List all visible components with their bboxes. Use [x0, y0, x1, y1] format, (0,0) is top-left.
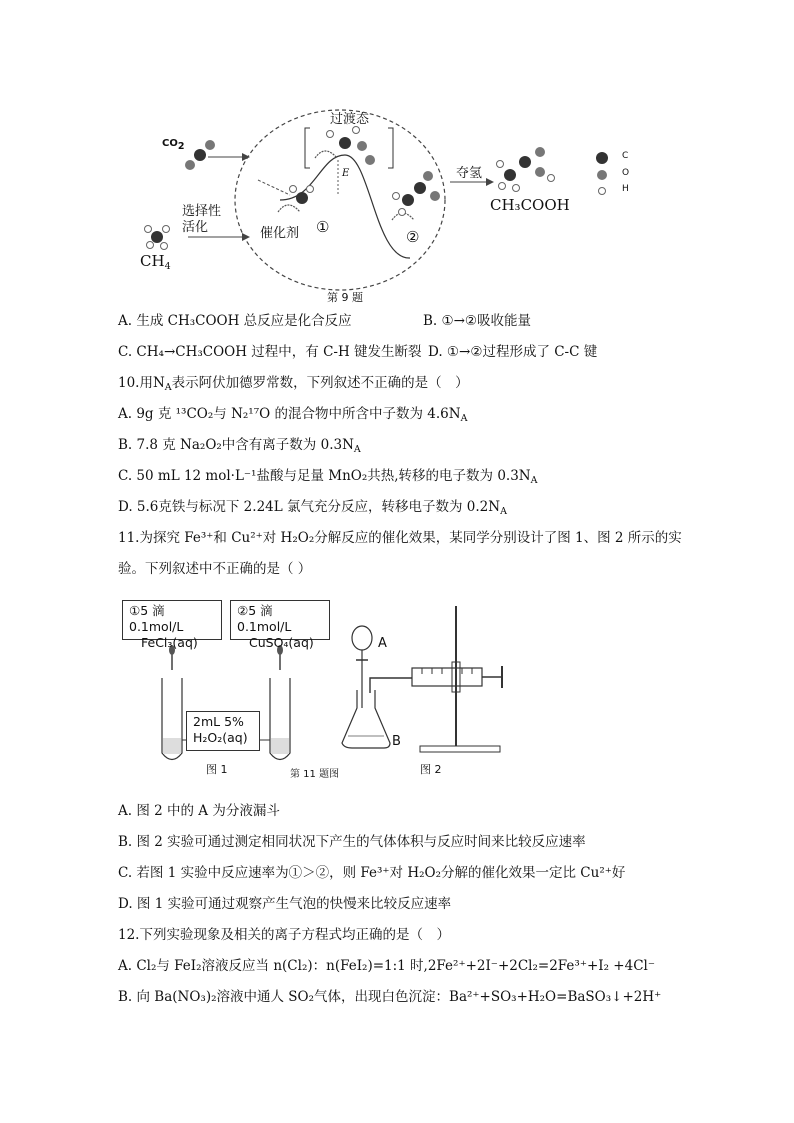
- label-flask-b: B: [392, 734, 401, 749]
- q10-option-a: A. 9g 克 ¹³CO₂与 N₂¹⁷O 的混合物中所含中子数为 $4.6N_A$: [118, 406, 468, 424]
- q12-option-a: A. Cl₂与 FeI₂溶液反应当 n(Cl₂)：n(FeI₂)=1:1 时,2Fe²⁺+2I⁻+2Cl₂=2Fe³⁺+I₂ +4Cl⁻: [118, 958, 655, 974]
- q10-option-b: B. 7.8 克 Na₂O₂中含有离子数为 $0.3N_A$: [118, 437, 361, 455]
- label-product: CH₃COOH: [490, 196, 570, 214]
- caption-figure-1: 图 1: [206, 763, 228, 776]
- legend-h: H: [622, 184, 629, 194]
- q12-option-b: B. 向 Ba(NO₃)₂溶液中通人 SO₂气体，出现白色沉淀：Ba²⁺+SO₃+H₂O=BaSO₃↓+2H⁺: [118, 989, 662, 1005]
- figure-11: [122, 598, 522, 778]
- q10-option-c: C. 50 mL 12 mol·L⁻¹盐酸与足量 MnO₂共热,转移的电子数为 $0.3N_A$: [118, 468, 538, 486]
- q11-option-c: C. 若图 1 实验中反应速率为①＞②，则 Fe³⁺对 H₂O₂分解的催化效果一定比 Cu²⁺好: [118, 865, 626, 881]
- reagent-box-h2o2: 2mL 5% H₂O₂(aq): [186, 711, 260, 751]
- q10-stem: 10.用$N_A$表示阿伏加德罗常数，下列叙述不正确的是（ ）: [118, 375, 469, 393]
- q12-stem: 12.下列实验现象及相关的离子方程式均正确的是（ ）: [118, 927, 450, 943]
- label-transition: 过渡态: [330, 112, 370, 127]
- legend-c: C: [622, 151, 629, 161]
- legend-o: O: [622, 168, 630, 178]
- q11-option-a: A. 图 2 中的 A 为分液漏斗: [118, 803, 280, 819]
- label-step-1: ①: [316, 218, 330, 236]
- label-ch4: $CH_4$: [140, 252, 171, 272]
- label-dehydrogenation: 夺氢: [456, 166, 483, 181]
- q11-option-b: B. 图 2 实验可通过测定相同状况下产生的气体体积与反应时间来比较反应速率: [118, 834, 586, 850]
- caption-figure-9: 第 9 题: [327, 291, 363, 304]
- label-activation-2: 活化: [182, 220, 209, 235]
- label-funnel-a: A: [378, 636, 387, 651]
- caption-figure-2: 图 2: [420, 763, 442, 776]
- q9-option-a: A. 生成 CH₃COOH 总反应是化合反应: [118, 313, 352, 329]
- caption-figure-11: 第 11 题图: [290, 769, 340, 780]
- q10-option-d: D. 5.6克铁与标况下 2.24L 氯气充分反应，转移电子数为 $0.2N_A$: [118, 499, 507, 517]
- label-activation-1: 选择性: [182, 204, 222, 219]
- label-energy-e: E: [342, 168, 350, 179]
- q9-option-b: B. ①→②吸收能量: [423, 313, 532, 329]
- q9-option-d: D. ①→②过程形成了 C-C 键: [428, 344, 598, 360]
- label-co2: CO2: [162, 138, 185, 152]
- label-step-2: ②: [406, 228, 420, 246]
- q11-stem-line-2: 验。下列叙述中不正确的是（ ）: [118, 561, 312, 577]
- reagent-box-cuso4: ②5 滴 0.1mol/L CuSO₄(aq): [230, 600, 330, 640]
- figure-9: [130, 100, 670, 305]
- reagent-box-fecl3: ①5 滴 0.1mol/L FeCl₃(aq): [122, 600, 222, 640]
- label-catalyst: 催化剂: [260, 226, 300, 241]
- q11-option-d: D. 图 1 实验可通过观察产生气泡的快慢来比较反应速率: [118, 896, 452, 912]
- q9-option-c: C. CH₄→CH₃COOH 过程中，有 C-H 键发生断裂: [118, 344, 422, 360]
- q11-stem-line-1: 11.为探究 Fe³⁺和 Cu²⁺对 H₂O₂分解反应的催化效果，某同学分别设计了图 1、图 2 所示的实: [118, 530, 682, 546]
